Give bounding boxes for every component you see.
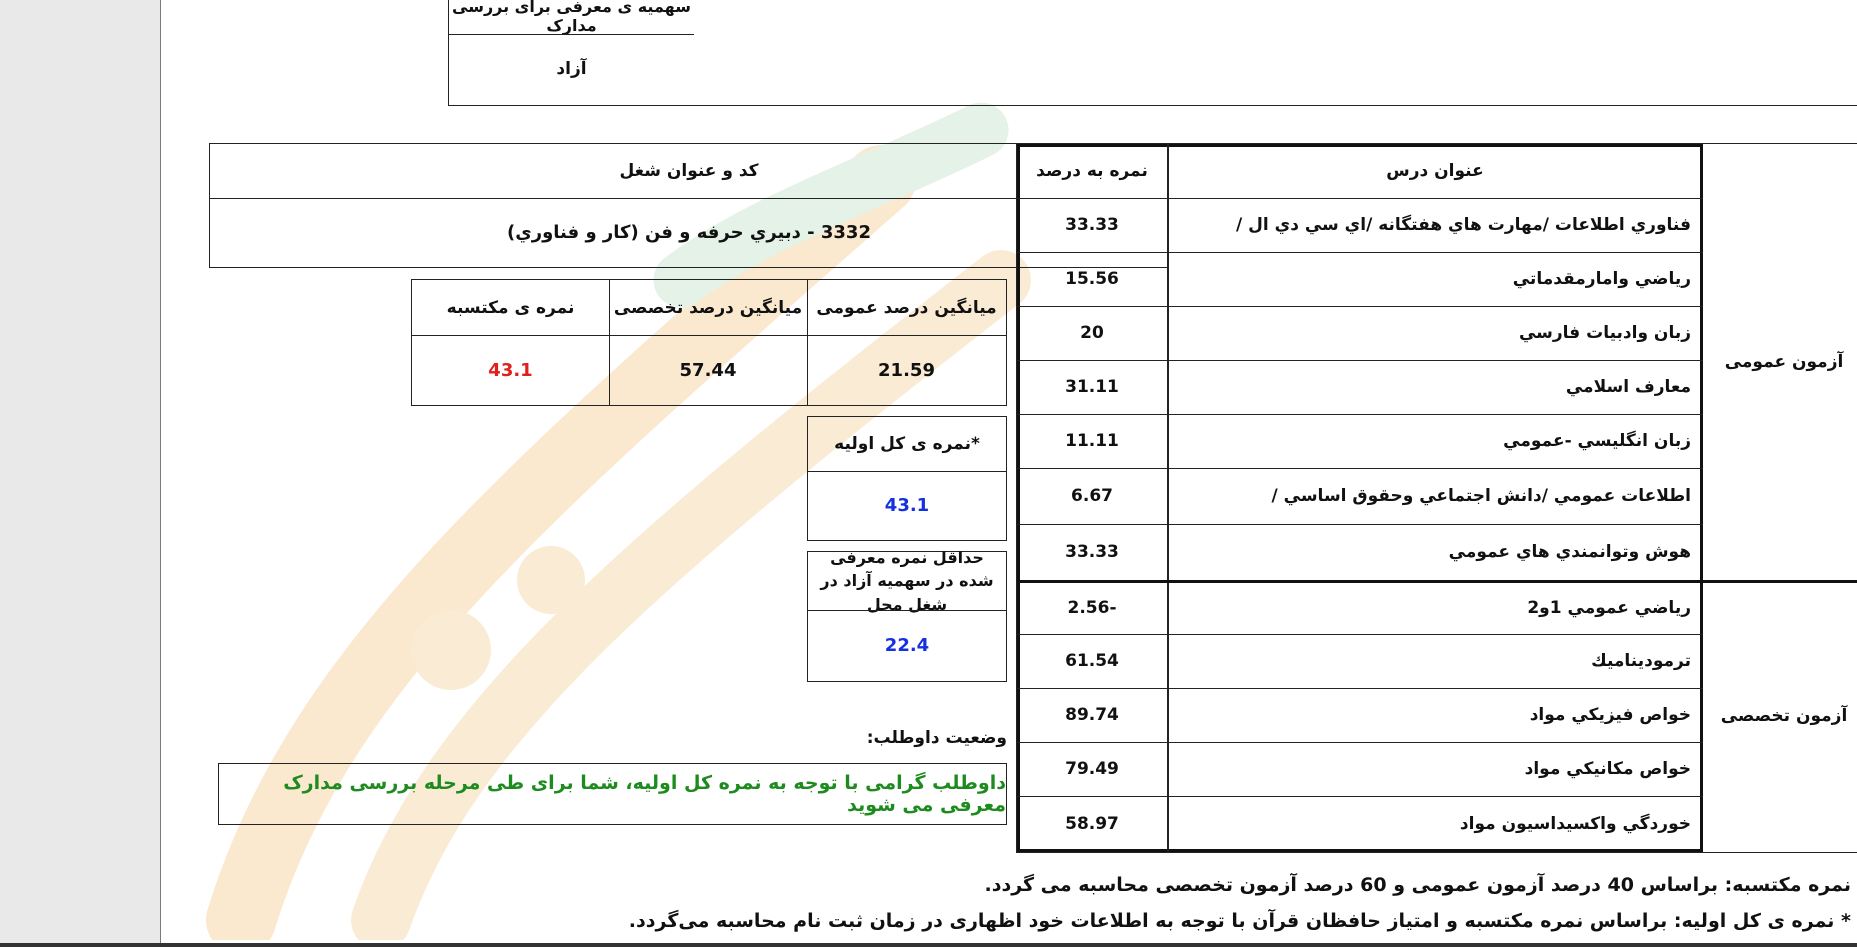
table-row-percent: 61.54: [1065, 651, 1119, 671]
quota-header: سهمیه ی معرفی برای بررسی مدارک: [452, 0, 691, 35]
table-row-title: ترموديناميك: [1591, 651, 1691, 671]
quota-value: آزاد: [556, 59, 587, 79]
minimum-score-header: حداقل نمره معرفی شده در سهمیه آزاد در شغل محل: [820, 548, 994, 614]
job-value: 3332 - دبيري حرفه و فن (كار و فناوري): [507, 222, 871, 243]
initial-score-box: [807, 416, 1007, 541]
earned-header: نمره ی مکتسبه: [446, 297, 575, 318]
minimum-score-box: [807, 548, 1007, 682]
scores-table: [1016, 143, 1857, 853]
initial-score-value: 43.1: [884, 495, 930, 516]
table-row-title: زبان وادبيات فارسي: [1518, 323, 1691, 343]
table-row-title: معارف اسلامي: [1565, 377, 1691, 397]
minimum-score-value: 22.4: [884, 635, 930, 656]
status-message-box: [218, 763, 1007, 825]
table-row-title: زبان انگليسي -عمومي: [1503, 431, 1691, 451]
status-message: داوطلب گرامی با توجه به نمره کل اولیه، شما برای طی مرحله بررسی مدارک معرفی می شوید: [283, 772, 1006, 816]
table-row-percent: 20: [1080, 323, 1104, 343]
footnote-initial: * نمره ی کل اولیه: براساس نمره مکتسبه و امتیاز حافظان قرآن با توجه به اطلاعات خود اظهاری در زمان ثبت نام محاسبه می‌گردد.: [628, 910, 1851, 932]
table-row-percent: 6.67: [1071, 486, 1113, 506]
averages-table: [411, 279, 1007, 406]
table-row-title: خواص فيزيكي مواد: [1529, 705, 1691, 725]
table-row-percent: 79.49: [1065, 759, 1119, 779]
table-row-percent: -2.56: [1067, 598, 1117, 618]
general-exam-label: آزمون عمومی: [1724, 352, 1844, 372]
table-row-percent: 33.33: [1065, 542, 1119, 562]
quota-box: [448, 0, 693, 106]
avg-general-header: میانگین درصد عمومی: [816, 297, 997, 318]
header-title: عنوان درس: [1386, 161, 1484, 181]
table-row-percent: 31.11: [1065, 377, 1119, 397]
table-row-percent: 89.74: [1065, 705, 1119, 725]
table-row-title: خوردگي واكسيداسيون مواد: [1459, 814, 1691, 834]
document-page: [160, 0, 1857, 947]
special-exam-label: آزمون تخصصی: [1720, 706, 1848, 726]
avg-special-header: میانگین درصد تخصصی: [613, 297, 803, 318]
viewer-bottom-bar: [0, 943, 1857, 947]
status-label: وضعیت داوطلب:: [866, 728, 1007, 748]
table-row-title: رياضي وامارمقدماتي: [1512, 269, 1691, 289]
table-row-percent: 58.97: [1065, 814, 1119, 834]
avg-general-value: 21.59: [878, 359, 935, 381]
footnote-earned: نمره مکتسبه: براساس 40 درصد آزمون عمومی و 60 درصد آزمون تخصصی محاسبه می گردد.: [984, 874, 1851, 896]
table-row-percent: 15.56: [1065, 269, 1119, 289]
table-row-title: خواص مكانيكي مواد: [1524, 759, 1691, 779]
table-row-percent: 11.11: [1065, 431, 1119, 451]
table-row-title: اطلاعات عمومي /دانش اجتماعي وحقوق اساسي /: [1271, 486, 1691, 506]
job-header: کد و عنوان شغل: [619, 161, 759, 181]
table-row-title: هوش وتوانمندي هاي عمومي: [1448, 542, 1691, 562]
table-row-percent: 33.33: [1065, 215, 1119, 235]
table-row-title: فناوري اطلاعات /مهارت هاي هفتگانه /اي سي دي ال /: [1236, 215, 1691, 235]
avg-special-value: 57.44: [679, 359, 737, 381]
initial-score-header: *نمره ی کل اولیه: [834, 434, 980, 454]
header-percent: نمره به درصد: [1036, 161, 1148, 181]
earned-value: 43.1: [488, 359, 533, 381]
table-row-title: رياضي عمومي 1و2: [1527, 598, 1691, 618]
